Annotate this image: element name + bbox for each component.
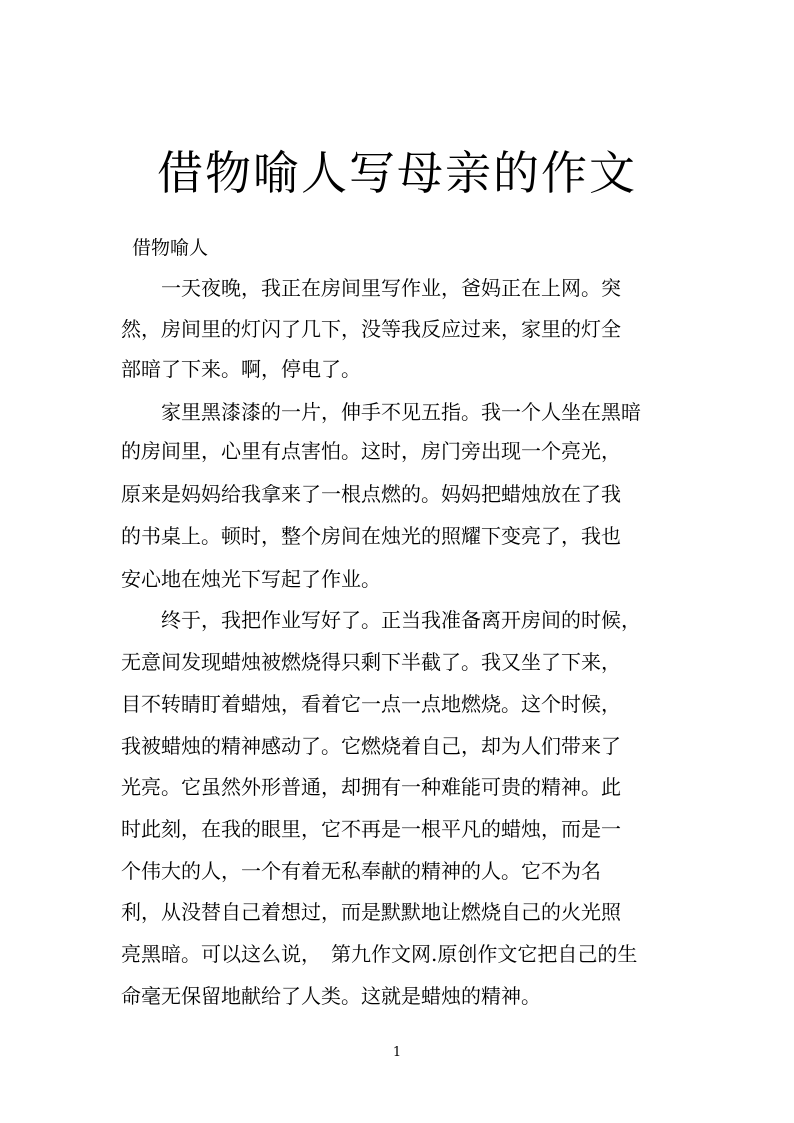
text-line: 亮黑暗。可以这么说， 第九作文网.原创作文它把自己的生 bbox=[121, 942, 638, 966]
text-line: 安心地在烛光下写起了作业。 bbox=[121, 567, 381, 591]
page-title: 借物喻人写母亲的作文 bbox=[157, 146, 637, 200]
text-line: 的书桌上。顿时，整个房间在烛光的照耀下变亮了，我也 bbox=[121, 524, 621, 548]
text-line: 光亮。它虽然外形普通，却拥有一种难能可贵的精神。此 bbox=[121, 775, 621, 799]
section-subtitle: 借物喻人 bbox=[132, 237, 209, 259]
text-line: 利，从没替自己着想过，而是默默地让燃烧自己的火光照 bbox=[121, 900, 621, 924]
text-line: 时此刻，在我的眼里，它不再是一根平凡的蜡烛，而是一 bbox=[121, 817, 621, 841]
text-line: 目不转睛盯着蜡烛，看着它一点一点地燃烧。这个时候， bbox=[121, 692, 621, 716]
text-line: 然，房间里的灯闪了几下，没等我反应过来，家里的灯全 bbox=[121, 317, 621, 341]
text-line: 部暗了下来。啊，停电了。 bbox=[121, 357, 361, 381]
text-line: 我被蜡烛的精神感动了。它燃烧着自己，却为人们带来了 bbox=[121, 734, 621, 758]
text-line: 无意间发现蜡烛被燃烧得只剩下半截了。我又坐了下来， bbox=[121, 650, 621, 674]
text-line: 个伟大的人，一个有着无私奉献的精神的人。它不为名 bbox=[121, 859, 601, 883]
text-line: 家里黑漆漆的一片，伸手不见五指。我一个人坐在黑暗 bbox=[121, 400, 641, 424]
text-line: 命毫无保留地献给了人类。这就是蜡烛的精神。 bbox=[121, 984, 541, 1008]
page-number: 1 bbox=[392, 1045, 402, 1060]
text-line: 原来是妈妈给我拿来了一根点燃的。妈妈把蜡烛放在了我 bbox=[121, 482, 621, 506]
text-line: 终于，我把作业写好了。正当我准备离开房间的时候， bbox=[121, 608, 641, 632]
text-line: 一天夜晚，我正在房间里写作业，爸妈正在上网。突 bbox=[121, 276, 621, 300]
text-line: 的房间里，心里有点害怕。这时，房门旁出现一个亮光， bbox=[121, 439, 621, 463]
